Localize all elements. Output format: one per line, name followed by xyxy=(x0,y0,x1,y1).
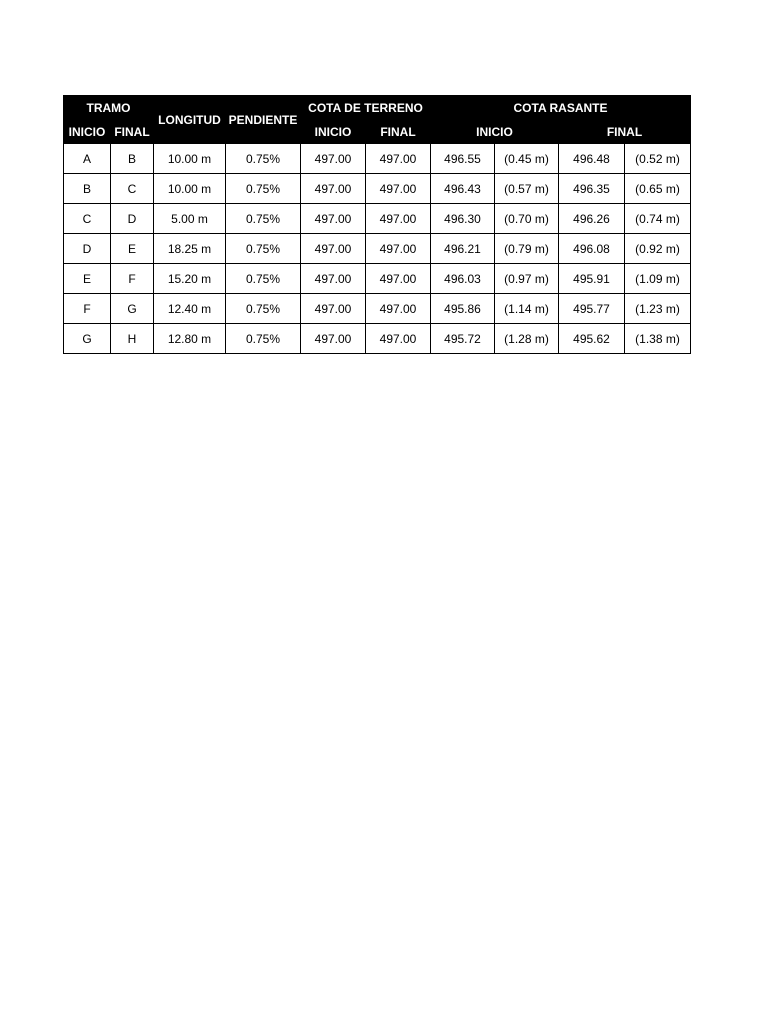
cell-terreno-final: 497.00 xyxy=(366,204,431,234)
header-row-group xyxy=(64,96,691,120)
cell-rasante-inicio-prof: (0.70 m) xyxy=(495,204,559,234)
cell-tramo-inicio: B xyxy=(64,174,111,204)
table-row xyxy=(64,324,691,354)
cell-tramo-final: C xyxy=(111,174,154,204)
table-row xyxy=(64,204,691,234)
cell-pendiente: 0.75% xyxy=(226,144,301,174)
cell-tramo-inicio: C xyxy=(64,204,111,234)
cell-longitud: 10.00 m xyxy=(154,144,226,174)
cell-rasante-inicio-prof: (0.79 m) xyxy=(495,234,559,264)
cell-rasante-inicio: 496.03 xyxy=(431,264,495,294)
header-tramo: TRAMO xyxy=(64,96,154,120)
cell-rasante-final-prof: (1.09 m) xyxy=(625,264,691,294)
header-tramo-final: FINAL xyxy=(111,120,154,144)
cell-terreno-inicio: 497.00 xyxy=(301,234,366,264)
cell-rasante-final-prof: (0.65 m) xyxy=(625,174,691,204)
cell-longitud: 15.20 m xyxy=(154,264,226,294)
cell-tramo-final: H xyxy=(111,324,154,354)
cell-rasante-inicio-prof: (0.45 m) xyxy=(495,144,559,174)
cell-rasante-final: 496.26 xyxy=(559,204,625,234)
cell-rasante-final-prof: (1.23 m) xyxy=(625,294,691,324)
cell-tramo-final: F xyxy=(111,264,154,294)
cell-terreno-final: 497.00 xyxy=(366,174,431,204)
cell-rasante-inicio: 496.55 xyxy=(431,144,495,174)
cell-tramo-final: B xyxy=(111,144,154,174)
cell-terreno-inicio: 497.00 xyxy=(301,264,366,294)
cell-rasante-final-prof: (0.92 m) xyxy=(625,234,691,264)
cell-terreno-inicio: 497.00 xyxy=(301,144,366,174)
table-row xyxy=(64,144,691,174)
table-header xyxy=(64,96,691,144)
cell-tramo-final: D xyxy=(111,204,154,234)
cell-rasante-final: 495.77 xyxy=(559,294,625,324)
cell-rasante-final-prof: (0.74 m) xyxy=(625,204,691,234)
header-rasante-final: FINAL xyxy=(559,120,691,144)
cell-tramo-inicio: E xyxy=(64,264,111,294)
cell-rasante-inicio-prof: (0.57 m) xyxy=(495,174,559,204)
cell-longitud: 5.00 m xyxy=(154,204,226,234)
header-cota-terreno: COTA DE TERRENO xyxy=(301,96,431,120)
header-longitud: LONGITUD xyxy=(154,96,226,144)
cell-terreno-inicio: 497.00 xyxy=(301,294,366,324)
cell-terreno-final: 497.00 xyxy=(366,144,431,174)
cell-tramo-inicio: G xyxy=(64,324,111,354)
cell-pendiente: 0.75% xyxy=(226,234,301,264)
cell-terreno-inicio: 497.00 xyxy=(301,204,366,234)
cell-tramo-inicio: D xyxy=(64,234,111,264)
cell-rasante-final: 496.35 xyxy=(559,174,625,204)
cell-tramo-final: E xyxy=(111,234,154,264)
table-row xyxy=(64,174,691,204)
cell-pendiente: 0.75% xyxy=(226,264,301,294)
cell-tramo-inicio: A xyxy=(64,144,111,174)
cell-terreno-final: 497.00 xyxy=(366,234,431,264)
cell-rasante-final-prof: (1.38 m) xyxy=(625,324,691,354)
cell-rasante-inicio: 496.21 xyxy=(431,234,495,264)
table-row xyxy=(64,264,691,294)
cell-longitud: 12.40 m xyxy=(154,294,226,324)
header-terreno-final: FINAL xyxy=(366,120,431,144)
header-tramo-inicio: INICIO xyxy=(64,120,111,144)
cell-rasante-final: 495.62 xyxy=(559,324,625,354)
table-row xyxy=(64,234,691,264)
cell-terreno-final: 497.00 xyxy=(366,324,431,354)
cell-rasante-final: 496.08 xyxy=(559,234,625,264)
cell-rasante-inicio-prof: (1.14 m) xyxy=(495,294,559,324)
cell-rasante-final: 496.48 xyxy=(559,144,625,174)
cell-tramo-inicio: F xyxy=(64,294,111,324)
cell-pendiente: 0.75% xyxy=(226,174,301,204)
cell-longitud: 10.00 m xyxy=(154,174,226,204)
cell-rasante-inicio: 496.30 xyxy=(431,204,495,234)
cell-longitud: 12.80 m xyxy=(154,324,226,354)
header-rasante-inicio: INICIO xyxy=(431,120,559,144)
cell-rasante-inicio: 495.72 xyxy=(431,324,495,354)
cell-rasante-inicio-prof: (1.28 m) xyxy=(495,324,559,354)
header-cota-rasante: COTA RASANTE xyxy=(431,96,691,120)
cell-terreno-final: 497.00 xyxy=(366,264,431,294)
elevation-table xyxy=(63,95,691,354)
cell-rasante-final: 495.91 xyxy=(559,264,625,294)
table-row xyxy=(64,294,691,324)
cell-pendiente: 0.75% xyxy=(226,294,301,324)
cell-rasante-final-prof: (0.52 m) xyxy=(625,144,691,174)
header-pendiente: PENDIENTE xyxy=(226,96,301,144)
table-body xyxy=(64,144,691,354)
cell-terreno-inicio: 497.00 xyxy=(301,324,366,354)
cell-rasante-inicio: 495.86 xyxy=(431,294,495,324)
cell-longitud: 18.25 m xyxy=(154,234,226,264)
header-terreno-inicio: INICIO xyxy=(301,120,366,144)
cell-pendiente: 0.75% xyxy=(226,324,301,354)
cell-tramo-final: G xyxy=(111,294,154,324)
cell-pendiente: 0.75% xyxy=(226,204,301,234)
cell-rasante-inicio: 496.43 xyxy=(431,174,495,204)
cell-terreno-inicio: 497.00 xyxy=(301,174,366,204)
cell-terreno-final: 497.00 xyxy=(366,294,431,324)
cell-rasante-inicio-prof: (0.97 m) xyxy=(495,264,559,294)
